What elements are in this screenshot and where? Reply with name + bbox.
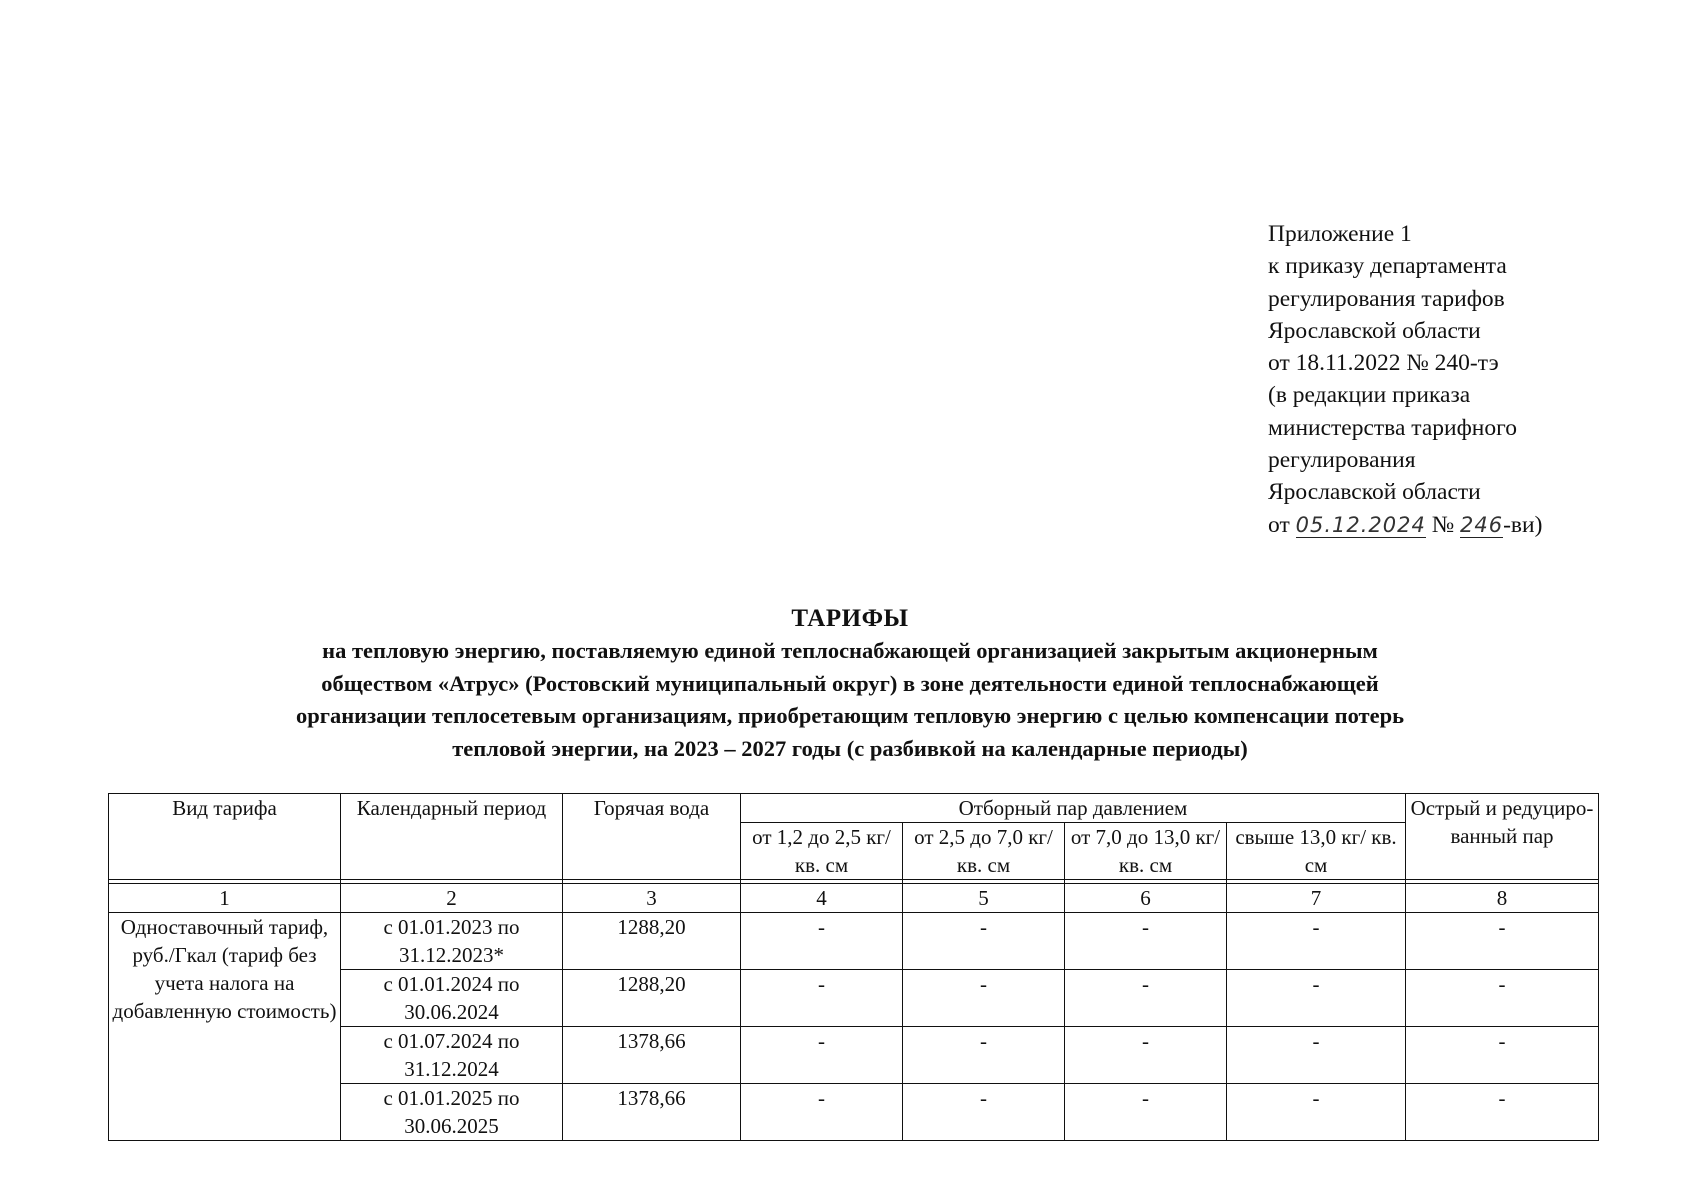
steam-1-cell: - <box>741 1027 903 1084</box>
document-title <box>120 603 1580 765</box>
steam-3-cell: - <box>1065 1084 1227 1141</box>
tariff-table <box>108 793 1599 1141</box>
appendix-suffix: -ви) <box>1503 511 1543 538</box>
steam-2-cell: - <box>903 1084 1065 1141</box>
appendix-line: министерства тарифного <box>1268 414 1517 441</box>
period-cell: с 01.07.2024 по 31.12.2024 <box>341 1027 563 1084</box>
appendix-line: Ярославской области <box>1268 479 1481 506</box>
col-number: 1 <box>109 884 341 913</box>
appendix-line: регулирования тарифов <box>1268 285 1505 312</box>
appendix-block <box>1268 218 1542 541</box>
number-sign: № <box>1425 511 1461 538</box>
header-steam-3: от 7,0 до 13,0 кг/ кв. см <box>1065 823 1227 880</box>
title-line: тепловой энергии, на 2023 – 2027 годы (с разбивкой на календарные периоды) <box>452 735 1248 761</box>
col-number: 3 <box>563 884 741 913</box>
hot-water-cell: 1378,66 <box>563 1084 741 1141</box>
col-number: 4 <box>741 884 903 913</box>
header-period: Календарный период <box>341 794 563 880</box>
title-line: организации теплосетевым организациям, приобретающим тепловую энергию с целью компенсации потерь <box>295 703 1405 728</box>
steam-1-cell: - <box>741 970 903 1027</box>
table-row <box>109 913 1599 970</box>
col-number: 7 <box>1227 884 1406 913</box>
steam-2-cell: - <box>903 970 1065 1027</box>
steam-3-cell: - <box>1065 1027 1227 1084</box>
steam-2-cell: - <box>903 1027 1065 1084</box>
header-sharp-steam: Острый и редуциро-ванный пар <box>1406 794 1599 880</box>
header-steam-1: от 1,2 до 2,5 кг/ кв. см <box>741 823 903 880</box>
appendix-line: (в редакции приказа <box>1268 382 1471 409</box>
col-number: 2 <box>341 884 563 913</box>
header-hot-water: Горячая вода <box>563 794 741 880</box>
steam-1-cell: - <box>741 1084 903 1141</box>
appendix-line: регулирования <box>1268 447 1416 474</box>
header-steam-2: от 2,5 до 7,0 кг/ кв. см <box>903 823 1065 880</box>
title-heading: ТАРИФЫ <box>791 605 909 632</box>
appendix-line: к приказу департамента <box>1268 253 1507 280</box>
hot-water-cell: 1288,20 <box>563 913 741 970</box>
appendix-order-line <box>1268 509 1542 541</box>
col-number: 5 <box>903 884 1065 913</box>
sharp-steam-cell: - <box>1406 913 1599 970</box>
steam-4-cell: - <box>1227 970 1406 1027</box>
tariff-type-cell: Одноставочный тариф, руб./Гкал (тариф без учета налога на добавленную стоимость) <box>109 913 341 1141</box>
handwritten-date: 05.12.2024 <box>1295 512 1426 537</box>
steam-1-cell: - <box>741 913 903 970</box>
period-cell: с 01.01.2025 по 30.06.2025 <box>341 1084 563 1141</box>
header-tariff-type: Вид тарифа <box>109 794 341 880</box>
appendix-line: от 18.11.2022 № 240-тэ <box>1268 350 1499 377</box>
appendix-prefix: от <box>1268 511 1296 538</box>
hot-water-cell: 1288,20 <box>563 970 741 1027</box>
title-line: на тепловую энергию, поставляемую единой теплоснабжающей организацией закрытым акционерным <box>322 638 1378 663</box>
appendix-line: Приложение 1 <box>1268 221 1412 247</box>
sharp-steam-cell: - <box>1406 1084 1599 1141</box>
hot-water-cell: 1378,66 <box>563 1027 741 1084</box>
steam-3-cell: - <box>1065 913 1227 970</box>
steam-4-cell: - <box>1227 1084 1406 1141</box>
appendix-line: Ярославской области <box>1268 317 1481 344</box>
period-cell: с 01.01.2024 по 30.06.2024 <box>341 970 563 1027</box>
header-steam-4: свыше 13,0 кг/ кв. см <box>1227 823 1406 880</box>
sharp-steam-cell: - <box>1406 970 1599 1027</box>
period-cell: с 01.01.2023 по 31.12.2023* <box>341 913 563 970</box>
column-numbers-row <box>109 884 1599 913</box>
steam-4-cell: - <box>1227 1027 1406 1084</box>
steam-4-cell: - <box>1227 913 1406 970</box>
col-number: 8 <box>1406 884 1599 913</box>
col-number: 6 <box>1065 884 1227 913</box>
sharp-steam-cell: - <box>1406 1027 1599 1084</box>
title-line: обществом «Атрус» (Ростовский муниципальный округ) в зоне деятельности единой теплоснабжающей <box>321 670 1379 696</box>
header-steam-group: Отборный пар давлением <box>741 794 1406 823</box>
steam-3-cell: - <box>1065 970 1227 1027</box>
steam-2-cell: - <box>903 913 1065 970</box>
handwritten-number: 246 <box>1460 512 1504 537</box>
